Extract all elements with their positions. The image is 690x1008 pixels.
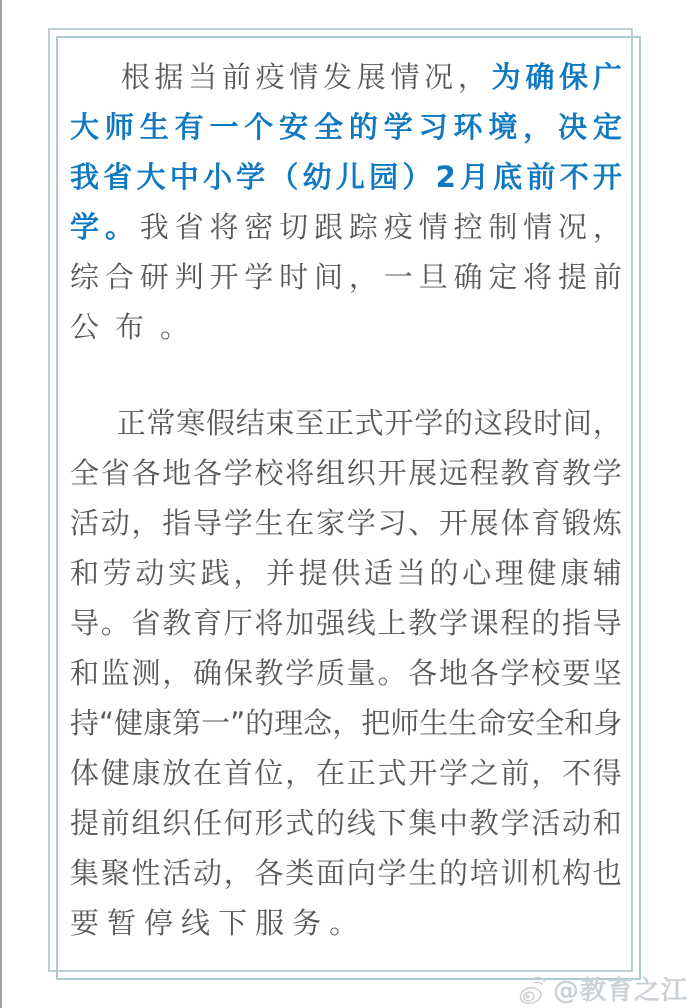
- text-line: 大 师 生 有 一 个 安 全 的 学 习 环 境 ， 决 定: [70, 110, 622, 144]
- text-line: 我 省 大 中 小 学 （ 幼 儿 园 ） 2 月 底 前 不 开: [70, 160, 622, 194]
- text-line: 持 “ 健 康 第 一 ” 的 理 念 ， 把 师 生 生 命 安 全 和 身: [70, 706, 623, 740]
- watermark-text: @教育之江: [552, 976, 688, 1006]
- text-line: 和 监 测 ， 确 保 教 学 质 量 。 各 地 各 学 校 要 坚: [70, 656, 622, 690]
- text-line: 学 。 我 省 将 密 切 跟 踪 疫 情 控 制 情 况 ，: [70, 210, 622, 244]
- text-line: 正 常 寒 假 结 束 至 正 式 开 学 的 这 段 时 间 ，: [116, 406, 622, 440]
- text-line: 全 省 各 地 各 学 校 将 组 织 开 展 远 程 教 育 教 学: [70, 456, 622, 490]
- text-line: 提 前 组 织 任 何 形 式 的 线 下 集 中 教 学 活 动 和: [70, 806, 622, 840]
- screen-edge-line: [0, 0, 2, 1008]
- watermark: [517, 976, 688, 1006]
- paragraph-2: [70, 398, 622, 948]
- text-line: 综 合 研 判 开 学 时 间 ， 一 旦 确 定 将 提 前: [70, 260, 622, 294]
- text-line: 要暂停线下服务。: [70, 906, 367, 940]
- text-line: 公布。: [70, 310, 206, 344]
- article: [70, 52, 622, 948]
- text-line: 活 动 ， 指 导 学 生 在 家 学 习 、 开 展 体 育 锻 炼: [70, 506, 622, 540]
- text-line: 集 聚 性 活 动 ， 各 类 面 向 学 生 的 培 训 机 构 也: [70, 856, 622, 890]
- text-line: 根 据 当 前 疫 情 发 展 情 况 ， 为 确 保 广: [120, 60, 622, 94]
- paragraph-1: [70, 52, 622, 352]
- weibo-icon: [514, 973, 550, 1008]
- text-line: 和 劳 动 实 践 ， 并 提 供 适 当 的 心 理 健 康 辅: [70, 556, 622, 590]
- text-line: 体 健 康 放 在 首 位 ， 在 正 式 开 学 之 前 ， 不 得: [70, 756, 622, 790]
- text-line: 导 。 省 教 育 厅 将 加 强 线 上 教 学 课 程 的 指 导: [70, 606, 622, 640]
